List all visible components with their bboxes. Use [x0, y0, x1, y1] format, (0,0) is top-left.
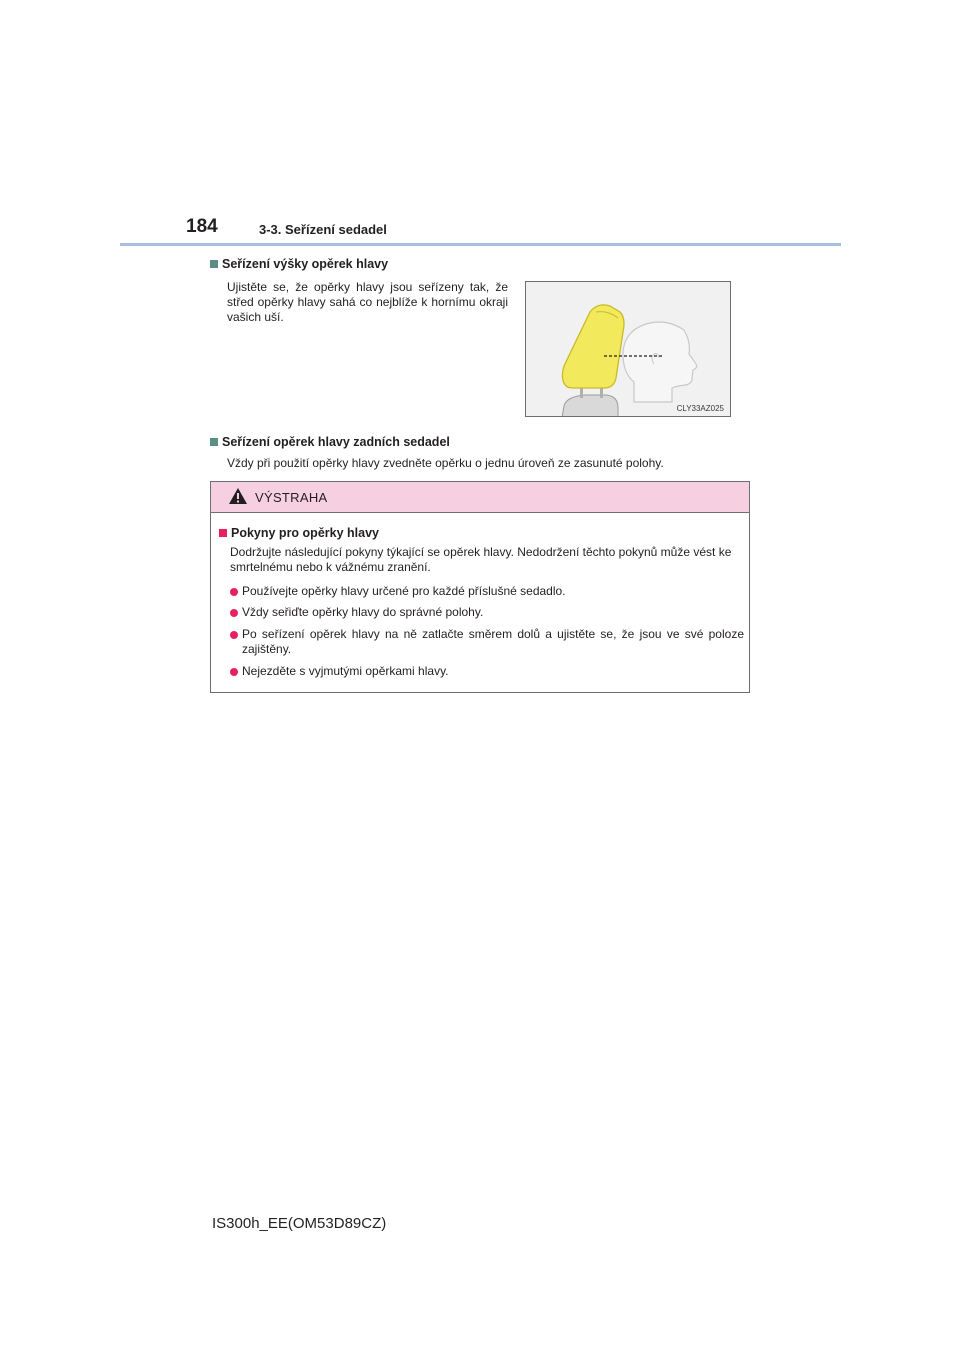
section-title: 3-3. Seřízení sedadel [259, 222, 387, 237]
footer-manual-code: IS300h_EE(OM53D89CZ) [212, 1215, 387, 1232]
header-rule [120, 243, 841, 246]
page-number: 184 [186, 216, 218, 237]
square-bullet-icon [219, 529, 227, 537]
headrest-illustration [526, 282, 731, 417]
headrest-height-heading-text: Seřízení výšky opěrek hlavy [222, 257, 389, 271]
headrest-height-heading [210, 257, 388, 271]
warning-bullet-text: Po seřízení opěrek hlavy na ně zatlačte směrem dolů a ujistěte se, že jsou ve své poloze zajištěny. [242, 627, 744, 656]
warning-header [211, 482, 749, 513]
square-bullet-icon [210, 260, 218, 268]
warning-bullet-text: Nejezděte s vyjmutými opěrkami hlavy. [242, 664, 449, 678]
bullet-dot-icon [230, 631, 238, 639]
headrest-height-text: Ujistěte se, že opěrky hlavy jsou seřízeny tak, že střed opěrky hlavy sahá co nejblíže k hornímu okraji vašich uší. [227, 280, 508, 324]
headrest-figure [525, 281, 731, 417]
warning-bullet-text: Vždy seřiďte opěrky hlavy do správné polohy. [242, 605, 484, 619]
warning-intro: Dodržujte následující pokyny týkající se opěrek hlavy. Nedodržení těchto pokynů může vést ke smrtelnému nebo k vážnému zranění. [230, 545, 732, 574]
rear-headrest-text: Vždy při použití opěrky hlavy zvedněte opěrku o jednu úroveň ze zasunuté polohy. [227, 456, 664, 470]
warning-triangle-icon [228, 487, 248, 505]
warning-bullet [230, 664, 744, 679]
bullet-dot-icon [230, 668, 238, 676]
warning-title: VÝSTRAHA [255, 490, 328, 505]
bullet-dot-icon [230, 609, 238, 617]
warning-bullet-text: Používejte opěrky hlavy určené pro každé příslušné sedadlo. [242, 584, 566, 598]
rear-headrest-heading-text: Seřízení opěrek hlavy zadních sedadel [222, 435, 450, 449]
warning-subheading [219, 526, 379, 540]
warning-box [210, 481, 750, 693]
square-bullet-icon [210, 438, 218, 446]
warning-bullet [230, 627, 744, 657]
figure-code: CLY33AZ025 [676, 404, 724, 413]
warning-bullet [230, 605, 744, 620]
warning-subheading-text: Pokyny pro opěrky hlavy [231, 526, 379, 540]
warning-bullet [230, 584, 744, 599]
rear-headrest-heading [210, 435, 450, 449]
bullet-dot-icon [230, 588, 238, 596]
